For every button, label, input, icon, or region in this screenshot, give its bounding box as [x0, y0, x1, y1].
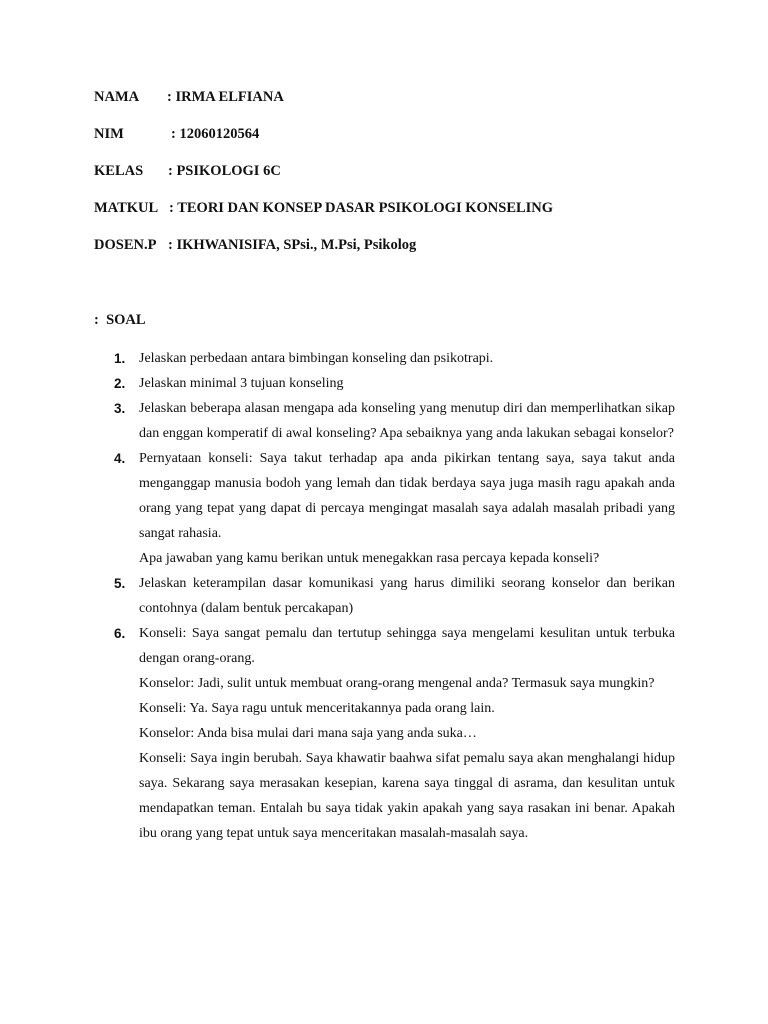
dialog-line: Konseli: Saya ingin berubah. Saya khawatir baahwa sifat pemalu saya akan menghalangi hidup saya. Sekarang saya merasakan kesepian, karena saya tinggal di asrama, dan kesulitan untuk mendapatkan teman. Entalah bu saya tidak yakin apakah yang saya rasakan ini benar. Apakah ibu orang yang tepat untuk saya menceritakan masalah-masalah saya. — [139, 751, 675, 841]
nim-value: : 12060120564 — [171, 126, 260, 142]
question-number: 3. — [114, 401, 126, 416]
question-number: 5. — [114, 576, 126, 591]
list-item — [114, 371, 675, 396]
nama-label: NAMA — [94, 89, 140, 105]
question-text: Jelaskan keterampilan dasar komunikasi yang harus dimiliki seorang konselor dan berikan contohnya (dalam bentuk percakapan) — [139, 576, 675, 616]
question-text: Jelaskan perbedaan antara bimbingan konseling dan psikotrapi. — [139, 351, 494, 366]
dosen-value: : IKHWANISIFA, SPsi., M.Psi, Psikolog — [168, 237, 417, 253]
nim-label: NIM — [94, 126, 124, 142]
list-item — [114, 446, 675, 571]
question-text: Jelaskan beberapa alasan mengapa ada konseling yang menutup diri dan memperlihatkan sikap dan enggan komperatif di awal konseling? Apa sebaiknya yang anda lakukan sebagai konselor? — [139, 401, 675, 441]
header-nim — [94, 125, 260, 143]
list-item — [114, 621, 675, 846]
nama-value: : IRMA ELFIANA — [167, 89, 284, 105]
matkul-label: MATKUL — [94, 200, 159, 216]
soal-heading: : SOAL — [94, 312, 146, 328]
question-number: 1. — [114, 351, 126, 366]
list-item — [114, 396, 675, 446]
header-matkul — [94, 199, 554, 217]
dialog-line: Konselor: Jadi, sulit untuk membuat orang-orang mengenal anda? Termasuk saya mungkin? — [139, 676, 655, 691]
header-dosen — [94, 236, 417, 254]
kelas-label: KELAS — [94, 163, 144, 179]
question-text: Jelaskan minimal 3 tujuan konseling — [139, 376, 344, 391]
dialog-line: Konselor: Anda bisa mulai dari mana saja yang anda suka… — [139, 726, 477, 741]
question-number: 4. — [114, 451, 126, 466]
question-number: 2. — [114, 376, 126, 391]
question-list — [114, 346, 675, 846]
dosen-label: DOSEN.P — [94, 237, 157, 253]
header-nama — [94, 88, 284, 106]
question-number: 6. — [114, 626, 126, 641]
question-text: Pernyataan konseli: Saya takut terhadap apa anda pikirkan tentang saya, saya takut anda menganggap manusia bodoh yang lemah dan tidak berdaya saya juga masih ragu apakah anda orang yang tepat yang dapat di percaya mengingat masalah saya adalah masalah pribadi yang sangat rahasia. — [139, 451, 675, 541]
list-item — [114, 346, 675, 371]
kelas-value: : PSIKOLOGI 6C — [168, 163, 281, 179]
matkul-value: : TEORI DAN KONSEP DASAR PSIKOLOGI KONSELING — [169, 200, 554, 216]
dialog-line: Konseli: Ya. Saya ragu untuk menceritakannya pada orang lain. — [139, 701, 495, 716]
list-item — [114, 571, 675, 621]
header-kelas — [94, 162, 281, 180]
question-followup: Apa jawaban yang kamu berikan untuk menegakkan rasa percaya kepada konseli? — [139, 551, 600, 566]
question-text: Konseli: Saya sangat pemalu dan tertutup sehingga saya mengelami kesulitan untuk terbuka dengan orang-orang. — [139, 626, 675, 666]
